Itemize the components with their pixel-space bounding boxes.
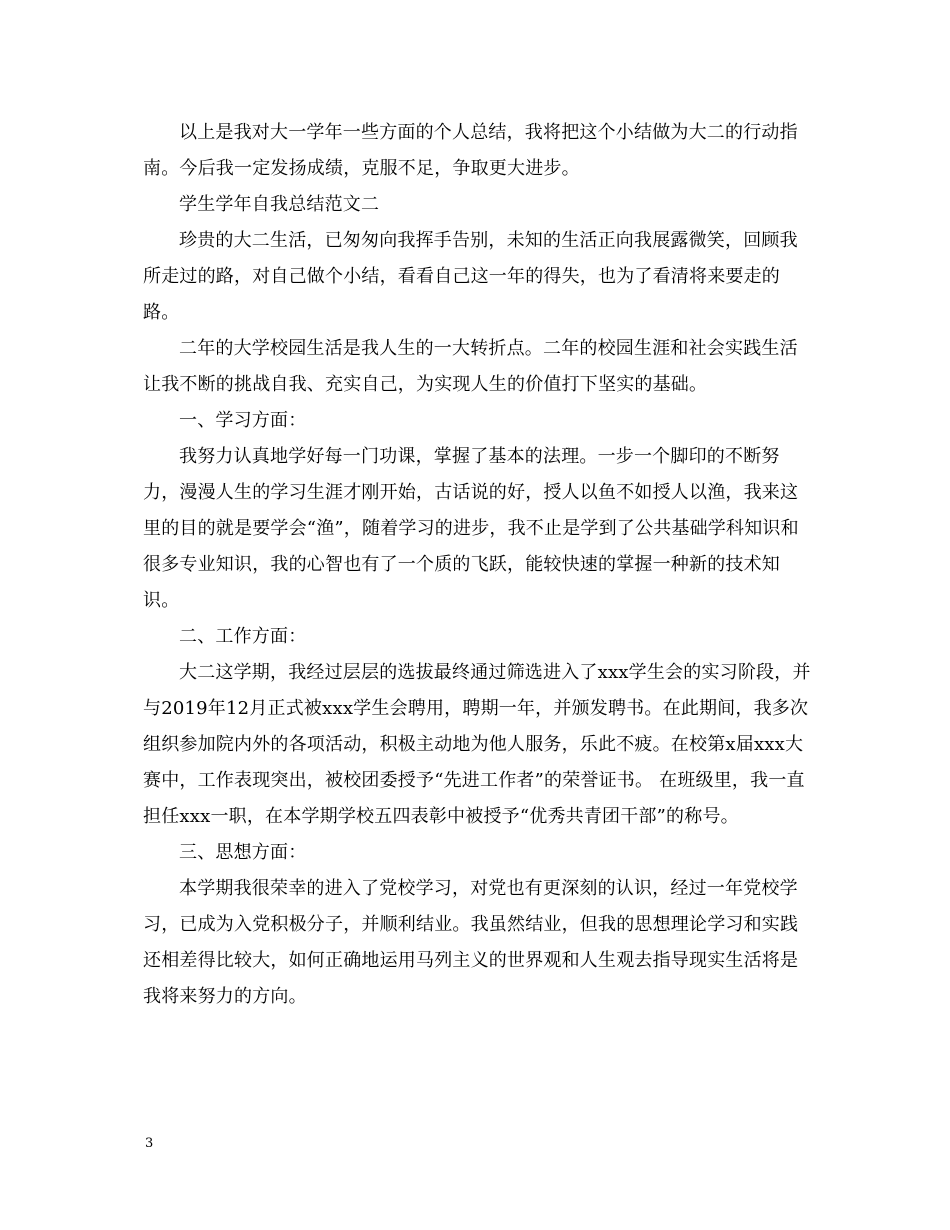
heading-study: 一、学习方面： <box>179 410 307 431</box>
section-title-sample-two: 学生学年自我总结范文二 <box>179 194 380 215</box>
heading-work: 二、工作方面： <box>179 626 307 647</box>
paragraph-summary-closing: 以上是我对大一学年一些方面的个人总结，我将把这个小结做为大二的行动指南。今后我一定发扬成绩，克服不足，争取更大进步。 <box>143 122 798 179</box>
page-number: 3 <box>145 1136 154 1151</box>
heading-thought: 三、思想方面： <box>179 842 307 863</box>
paragraph-thought: 本学期我很荣幸的进入了党校学习，对党也有更深刻的认识，经过一年党校学习，已成为入党积极分子，并顺利结业。我虽然结业，但我的思想理论学习和实践还相差得比较大，如何正确地运用马列主义的世界观和人生观去指导现实生活将是我将来努力的方向。 <box>143 878 799 1007</box>
paragraph-turning-point: 二年的大学校园生活是我人生的一大转折点。二年的校园生涯和社会实践生活让我不断的挑战自我、充实自己，为实现人生的价值打下坚实的基础。 <box>143 338 798 395</box>
paragraph-study: 我努力认真地学好每一门功课，掌握了基本的法理。一步一个脚印的不断努力，漫漫人生的学习生涯才刚开始，古话说的好，授人以鱼不如授人以渔，我来这里的目的就是要学会“渔”，随着学习的进步，我不止是学到了公共基础学科知识和很多专业知识，我的心智也有了一个质的飞跃，能较快速的掌握一种新的技术知识。 <box>143 446 799 611</box>
paragraph-intro: 珍贵的大二生活，已匆匆向我挥手告别，未知的生活正向我展露微笑，回顾我所走过的路，对自己做个小结，看看自己这一年的得失，也为了看清将来要走的路。 <box>143 230 798 323</box>
document-body <box>143 115 813 1015</box>
paragraph-work: 大二这学期，我经过层层的选拔最终通过筛选进入了xxx学生会的实习阶段，并与2019年12月正式被xxx学生会聘用，聘期一年，并颁发聘书。在此期间，我多次组织参加院内外的各项活动，积极主动地为他人服务，乐此不疲。在校第x届xxx大赛中，工作表现突出，被校团委授予“先进工作者”的荣誉证书。 在班级里，我一直担任xxx一职，在本学期学校五四表彰中被授予“优秀共青团干部”的称号。 <box>143 662 811 827</box>
